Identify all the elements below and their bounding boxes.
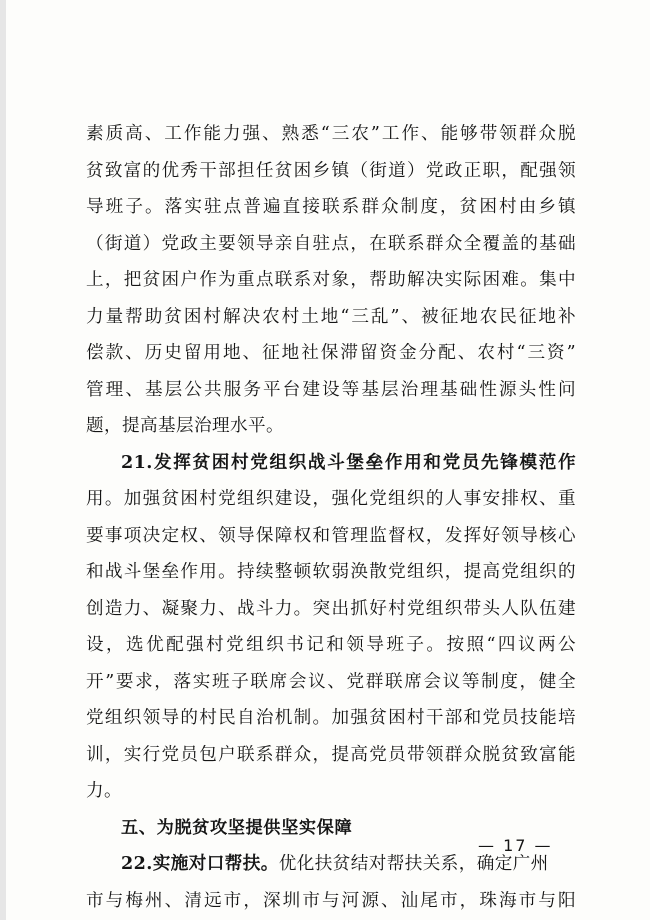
body-line: 力量帮助贫困村解决农村土地“三乱”、被征地农民征地补	[86, 306, 576, 327]
body-line: 力。	[86, 781, 122, 801]
body-line: 训，实行党员包户联系群众，提高党员带领群众脱贫致富能	[86, 744, 576, 765]
section-5-heading: 五、为脱贫攻坚提供坚实保障	[121, 817, 353, 838]
body-line: 导班子。落实驻点普遍直接联系群众制度，贫困村由乡镇	[86, 197, 576, 217]
body-line: 题，提高基层治理水平。	[86, 416, 284, 436]
body-line: 设，选优配强村党组织书记和领导班子。按照“四议两公	[86, 635, 576, 655]
item-21-heading: 21.发挥贫困村党组织战斗堡垒作用和党员先锋模范作	[121, 451, 576, 473]
page-number: — 17 —	[478, 836, 553, 855]
body-line: 偿款、历史留用地、征地社保滞留资金分配、农村“三资”	[86, 343, 576, 363]
body-line: 贫致富的优秀干部担任贫困乡镇（街道）党政正职，配强领	[86, 160, 576, 181]
body-line: 市与梅州、清远市，深圳市与河源、汕尾市，珠海市与阳	[86, 890, 576, 911]
body-line: 用。加强贫困村党组织建设，强化党组织的人事安排权、重	[86, 489, 576, 509]
body-line: 管理、基层公共服务平台建设等基层治理基础性源头性问	[86, 379, 576, 400]
body-line: 和战斗堡垒作用。持续整顿软弱涣散党组织，提高党组织的	[86, 562, 576, 582]
item-22-heading: 22.实施对口帮扶。	[121, 853, 279, 874]
item-22-text: 优化扶贫结对帮扶关系，确定广州	[278, 854, 549, 874]
body-line: 开”要求，落实班子联席会议、党群联席会议等制度，健全	[86, 671, 576, 692]
document-body	[86, 116, 576, 919]
body-line: 党组织领导的村民自治机制。加强贫困村干部和党员技能培	[86, 708, 576, 728]
scan-edge	[0, 0, 6, 920]
body-line: （街道）党政主要领导亲自驻点，在联系群众全覆盖的基础	[86, 233, 576, 254]
body-line: 上，把贫困户作为重点联系对象，帮助解决实际困难。集中	[86, 270, 576, 290]
body-line: 创造力、凝聚力、战斗力。突出抓好村党组织带头人队伍建	[86, 598, 576, 619]
body-line: 要事项决定权、领导保障权和管理监督权，发挥好领导核心	[86, 525, 576, 546]
body-line: 素质高、工作能力强、熟悉“三农”工作、能够带领群众脱	[86, 124, 576, 144]
